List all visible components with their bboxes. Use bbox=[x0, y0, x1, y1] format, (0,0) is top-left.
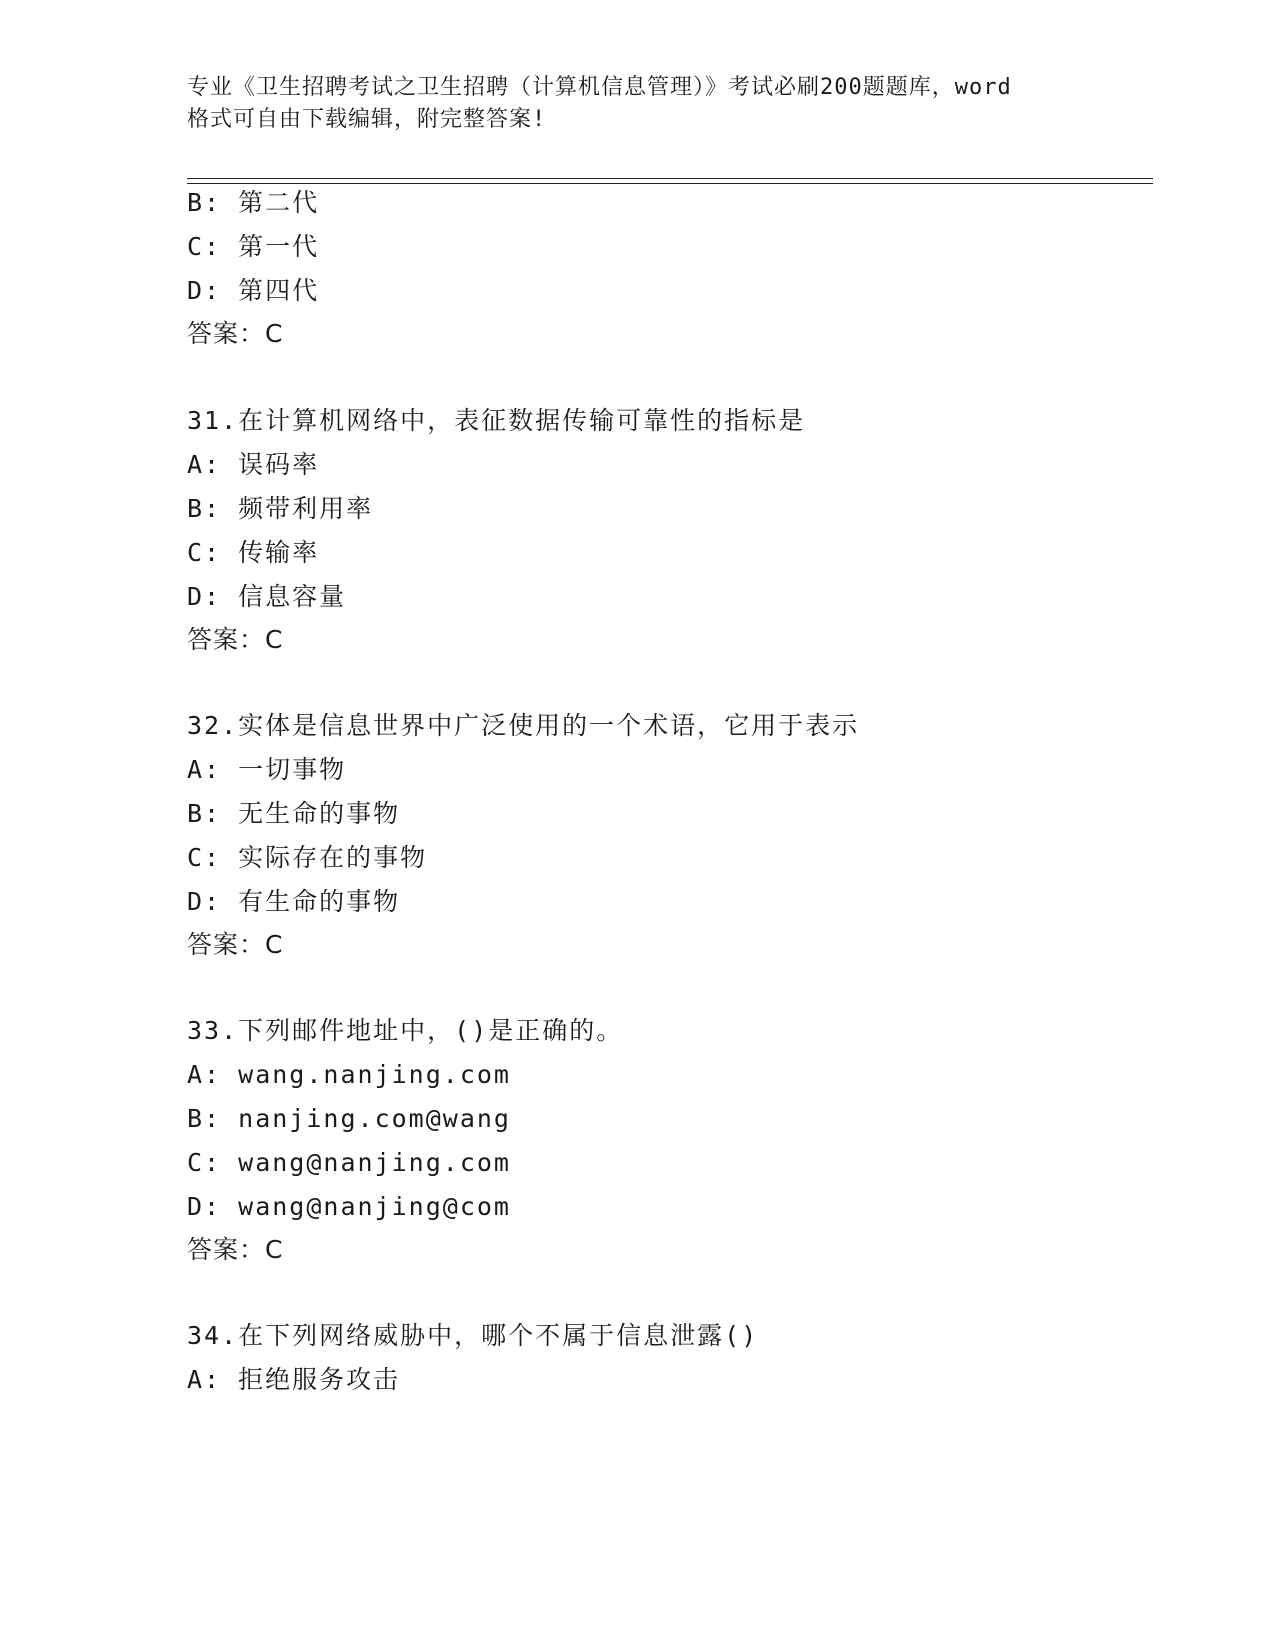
option-line: D: 第四代 bbox=[187, 276, 320, 305]
option-line: D: wang@nanjing@com bbox=[187, 1192, 511, 1221]
header-rule-top bbox=[187, 178, 1153, 179]
answer-line: 答案：C bbox=[187, 1235, 284, 1264]
header-rule-bottom bbox=[187, 183, 1153, 184]
header-line-2: 格式可自由下载编辑，附完整答案! bbox=[187, 107, 547, 132]
option-line: C: wang@nanjing.com bbox=[187, 1148, 511, 1177]
option-line: B: 无生命的事物 bbox=[187, 799, 401, 828]
option-line: C: 实际存在的事物 bbox=[187, 843, 428, 872]
question-stem: 32.实体是信息世界中广泛使用的一个术语，它用于表示 bbox=[187, 711, 860, 740]
question-stem: 33.下列邮件地址中，()是正确的。 bbox=[187, 1016, 624, 1045]
header-line-1: 专业《卫生招聘考试之卫生招聘（计算机信息管理）》考试必刷200题题库，word bbox=[187, 75, 1012, 100]
option-line: B: 第二代 bbox=[187, 188, 320, 217]
option-line: A: 拒绝服务攻击 bbox=[187, 1365, 401, 1394]
option-line: C: 第一代 bbox=[187, 232, 320, 261]
answer-line: 答案：C bbox=[187, 625, 284, 654]
answer-line: 答案：C bbox=[187, 319, 284, 348]
option-line: B: nanjing.com@wang bbox=[187, 1104, 511, 1133]
option-line: D: 信息容量 bbox=[187, 582, 347, 611]
option-line: C: 传输率 bbox=[187, 538, 320, 567]
answer-line: 答案：C bbox=[187, 930, 284, 959]
option-line: A: 误码率 bbox=[187, 450, 320, 479]
option-line: D: 有生命的事物 bbox=[187, 887, 401, 916]
question-stem: 34.在下列网络威胁中，哪个不属于信息泄露() bbox=[187, 1321, 759, 1350]
option-line: A: wang.nanjing.com bbox=[187, 1060, 511, 1089]
question-stem: 31.在计算机网络中，表征数据传输可靠性的指标是 bbox=[187, 406, 806, 435]
option-line: B: 频带利用率 bbox=[187, 494, 374, 523]
option-line: A: 一切事物 bbox=[187, 755, 347, 784]
document-header bbox=[187, 72, 1087, 136]
